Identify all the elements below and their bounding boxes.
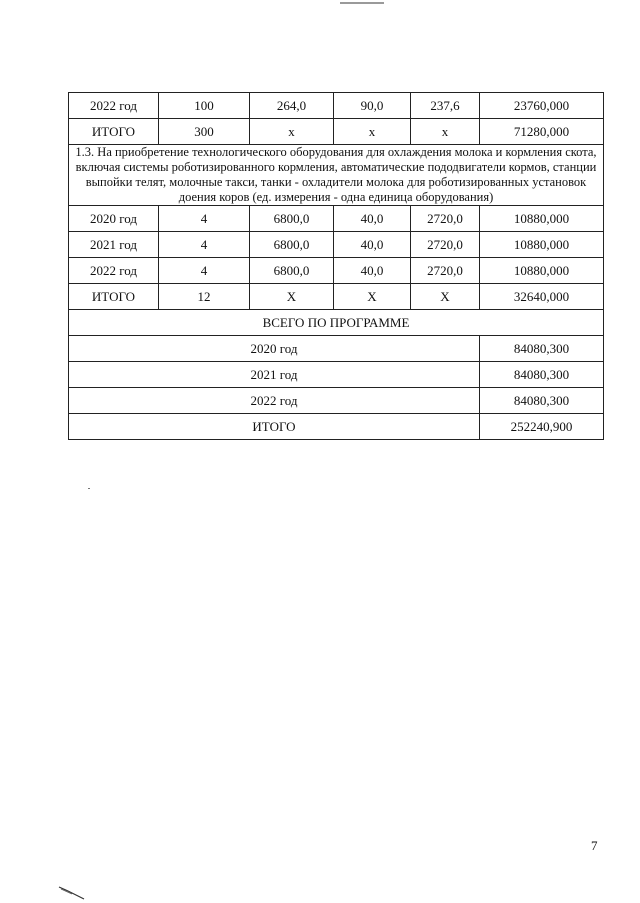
scan-speck: [88, 488, 90, 489]
table-row: [69, 258, 604, 284]
subsidy-table: [68, 92, 604, 440]
program-heading-row: [69, 310, 604, 336]
table-row: [69, 284, 604, 310]
value-cell: 2720,0: [411, 258, 480, 284]
program-total-cell: 252240,900: [480, 414, 604, 440]
value-cell: 237,6: [411, 93, 480, 119]
quantity-cell: 12: [159, 284, 250, 310]
value-cell: 6800,0: [250, 258, 334, 284]
quantity-cell: 4: [159, 258, 250, 284]
value-cell: Х: [250, 284, 334, 310]
program-row: [69, 414, 604, 440]
table-row: [69, 119, 604, 145]
total-cell: 23760,000: [480, 93, 604, 119]
table-row: [69, 232, 604, 258]
total-cell: 10880,000: [480, 206, 604, 232]
value-cell: 264,0: [250, 93, 334, 119]
period-cell: ИТОГО: [69, 119, 159, 145]
quantity-cell: 4: [159, 206, 250, 232]
total-cell: 71280,000: [480, 119, 604, 145]
quantity-cell: 4: [159, 232, 250, 258]
period-cell: 2022 год: [69, 258, 159, 284]
value-cell: Х: [411, 284, 480, 310]
value-cell: x: [411, 119, 480, 145]
value-cell: x: [250, 119, 334, 145]
table-row: [69, 93, 604, 119]
percent-cell: 40,0: [334, 232, 411, 258]
program-title: ВСЕГО ПО ПРОГРАММЕ: [69, 310, 604, 336]
total-cell: 32640,000: [480, 284, 604, 310]
table-row: [69, 206, 604, 232]
value-cell: 6800,0: [250, 206, 334, 232]
value-cell: 2720,0: [411, 232, 480, 258]
value-cell: 6800,0: [250, 232, 334, 258]
program-row: [69, 336, 604, 362]
period-cell: 2020 год: [69, 206, 159, 232]
page-number: 7: [591, 838, 598, 853]
total-cell: 10880,000: [480, 232, 604, 258]
percent-cell: 40,0: [334, 206, 411, 232]
program-total-cell: 84080,300: [480, 362, 604, 388]
program-row: [69, 362, 604, 388]
quantity-cell: 300: [159, 119, 250, 145]
scan-scratch: [58, 885, 88, 901]
program-total-cell: 84080,300: [480, 336, 604, 362]
percent-cell: 90,0: [334, 93, 411, 119]
program-period-cell: 2020 год: [69, 336, 480, 362]
value-cell: 2720,0: [411, 206, 480, 232]
percent-cell: 40,0: [334, 258, 411, 284]
quantity-cell: 100: [159, 93, 250, 119]
percent-cell: x: [334, 119, 411, 145]
program-total-cell: 84080,300: [480, 388, 604, 414]
section-title: 1.3. На приобретение технологического оборудования для охлаждения молока и кормления скота, включая системы роботизированного кормления, автоматические пододвигатели кормов, станции выпойки телят, молочные такси, танки - охладители молока для роботизированных установок доения коров (ед. измерения - одна единица оборудования): [69, 145, 604, 206]
program-period-cell: 2022 год: [69, 388, 480, 414]
period-cell: 2022 год: [69, 93, 159, 119]
percent-cell: Х: [334, 284, 411, 310]
period-cell: ИТОГО: [69, 284, 159, 310]
section-heading-row: [69, 145, 604, 206]
program-period-cell: ИТОГО: [69, 414, 480, 440]
program-row: [69, 388, 604, 414]
period-cell: 2021 год: [69, 232, 159, 258]
total-cell: 10880,000: [480, 258, 604, 284]
program-period-cell: 2021 год: [69, 362, 480, 388]
scan-mark-top: [340, 2, 384, 4]
